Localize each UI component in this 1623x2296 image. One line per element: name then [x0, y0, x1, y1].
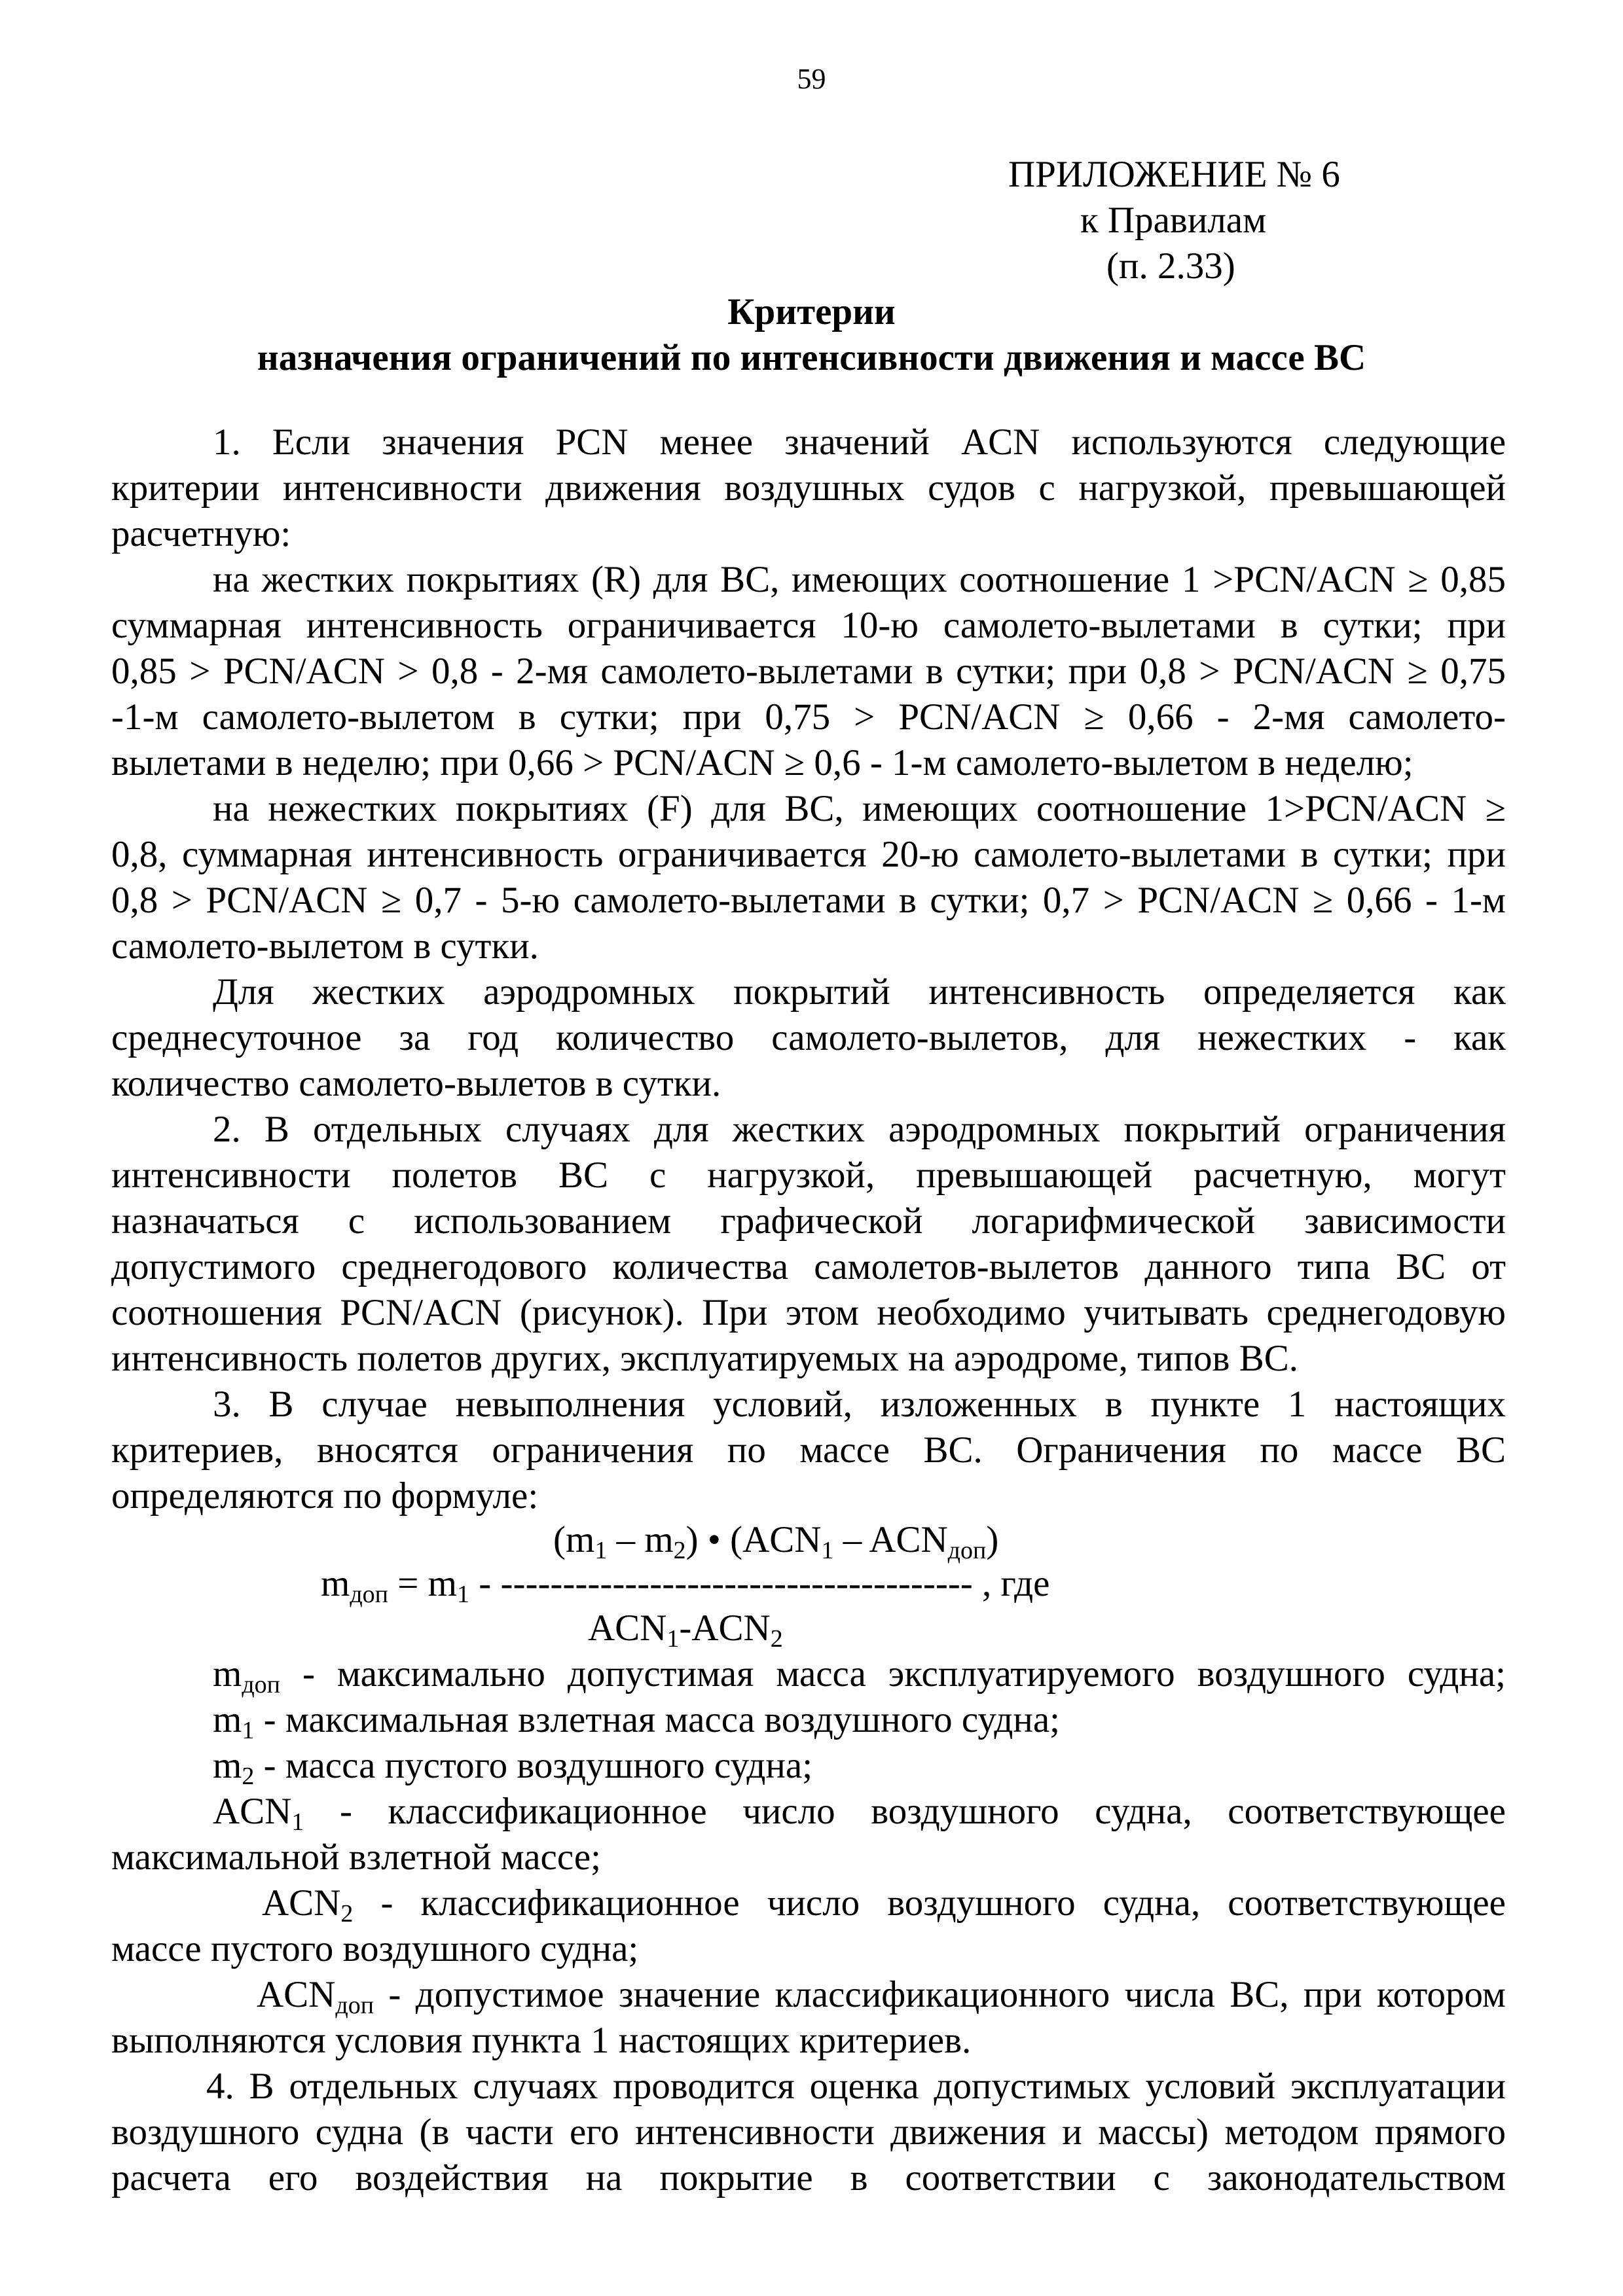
definition-m-dop: $m_{доп}$ - максимально допустимая масса эксплуатируемого воздушного судна;	[213, 1653, 1506, 1698]
paragraph-line: расчета его воздействия на покрытие в соответствии с законодательством	[111, 2157, 1506, 2198]
paragraph-line: Для жестких аэродромных покрытий интенсивность определяется как	[213, 971, 1506, 1013]
paragraph-line: 2. В отдельных случаях для жестких аэродромных покрытий ограничения	[213, 1109, 1506, 1150]
paragraph-line: интенсивность полетов других, эксплуатируемых на аэродроме, типов ВС.	[111, 1338, 1298, 1379]
formula-main-line: $m_{доп} = m_1$ - -------------------------------------- , где	[321, 1563, 1050, 1608]
paragraph-line: расчетную:	[111, 513, 291, 554]
formula-denominator: $ACN_1-ACN_2$	[588, 1607, 783, 1653]
paragraph-line: 0,8, суммарная интенсивность ограничивается 20-ю самолето-вылетами в сутки; при	[111, 834, 1506, 875]
paragraph-line: 1. Если значения PCN менее значений ACN используются следующие	[213, 422, 1506, 463]
appendix-label: ПРИЛОЖЕНИЕ № 6	[1008, 154, 1340, 195]
paragraph-line: суммарная интенсивность ограничивается 10-ю самолето-вылетами в сутки; при	[111, 605, 1506, 646]
paragraph-line: самолето-вылетом в сутки.	[111, 925, 539, 967]
paragraph-line: массе пустого воздушного судна;	[111, 1928, 639, 1969]
paragraph-line: выполняются условия пункта 1 настоящих критериев.	[111, 2020, 972, 2061]
paragraph-line: соотношения PCN/ACN (рисунок). При этом необходимо учитывать среднегодовую	[111, 1292, 1506, 1333]
definition-acn2: $ACN_2$ - классификационное число воздушного судна, соответствующее	[262, 1882, 1506, 1928]
definition-acn1: $ACN_1$ - классификационное число воздушного судна, соответствующее	[213, 1791, 1506, 1836]
paragraph-line: количество самолето-вылетов в сутки.	[111, 1063, 721, 1104]
paragraph-line: назначаться с использованием графической логарифмической зависимости	[111, 1200, 1506, 1242]
paragraph-line: допустимого среднегодового количества самолетов-вылетов данного типа ВС от	[111, 1246, 1506, 1287]
paragraph-line: определяются по формуле:	[111, 1475, 539, 1516]
paragraph-line: -1-м самолето-вылетом в сутки; при 0,75 > PCN/ACN ≥ 0,66 - 2-мя самолето-	[111, 696, 1506, 738]
definition-m2: $m_2$ - масса пустого воздушного судна;	[213, 1745, 813, 1790]
definition-acn-dop: $ACN_{доп}$ - допустимое значение классификационного числа ВС, при котором	[257, 1974, 1506, 2019]
paragraph-line: интенсивности полетов ВС с нагрузкой, превышающей расчетную, могут	[111, 1155, 1506, 1196]
paragraph-line: на нежестких покрытиях (F) для ВС, имеющих соотношение 1>PCN/ACN ≥	[213, 788, 1506, 829]
paragraph-line: критерии интенсивности движения воздушных судов с нагрузкой, превышающей	[111, 467, 1506, 509]
paragraph-line: 4. В отдельных случаях проводится оценка допустимых условий эксплуатации	[206, 2066, 1506, 2107]
paragraph-line: воздушного судна (в части его интенсивности движения и массы) методом прямого	[111, 2111, 1506, 2153]
formula-numerator: $(m_1 - m_2)$ • $(ACN_1 - ACN_{доп})$	[553, 1519, 999, 1564]
paragraph-line: 3. В случае невыполнения условий, изложенных в пункте 1 настоящих	[213, 1384, 1506, 1425]
definition-m1: $m_1$ - максимальная взлетная масса воздушного судна;	[213, 1699, 1060, 1744]
clause-label: (п. 2.33)	[1106, 245, 1235, 287]
page-number: 59	[797, 63, 826, 95]
to-rules-label: к Правилам	[1080, 200, 1267, 241]
paragraph-line: критериев, вносятся ограничения по массе ВС. Ограничения по массе ВС	[111, 1429, 1506, 1471]
paragraph-line: вылетами в неделю; при 0,66 > PCN/ACN ≥ 0,6 - 1-м самолето-вылетом в неделю;	[111, 742, 1413, 783]
paragraph-line: среднесуточное за год количество самолето-вылетов, для нежестких - как	[111, 1017, 1506, 1058]
paragraph-line: максимальной взлетной массе;	[111, 1837, 601, 1878]
paragraph-line: 0,85 > PCN/ACN > 0,8 - 2-мя самолето-вылетами в сутки; при 0,8 > PCN/ACN ≥ 0,75	[111, 651, 1506, 692]
paragraph-line: на жестких покрытиях (R) для ВС, имеющих соотношение 1 >PCN/ACN ≥ 0,85	[213, 559, 1506, 600]
title-line-1: Критерии	[727, 291, 896, 332]
title-line-2: назначения ограничений по интенсивности движения и массе ВС	[257, 337, 1366, 378]
paragraph-line: 0,8 > PCN/ACN ≥ 0,7 - 5-ю самолето-вылетами в сутки; 0,7 > PCN/ACN ≥ 0,66 - 1-м	[111, 880, 1506, 921]
